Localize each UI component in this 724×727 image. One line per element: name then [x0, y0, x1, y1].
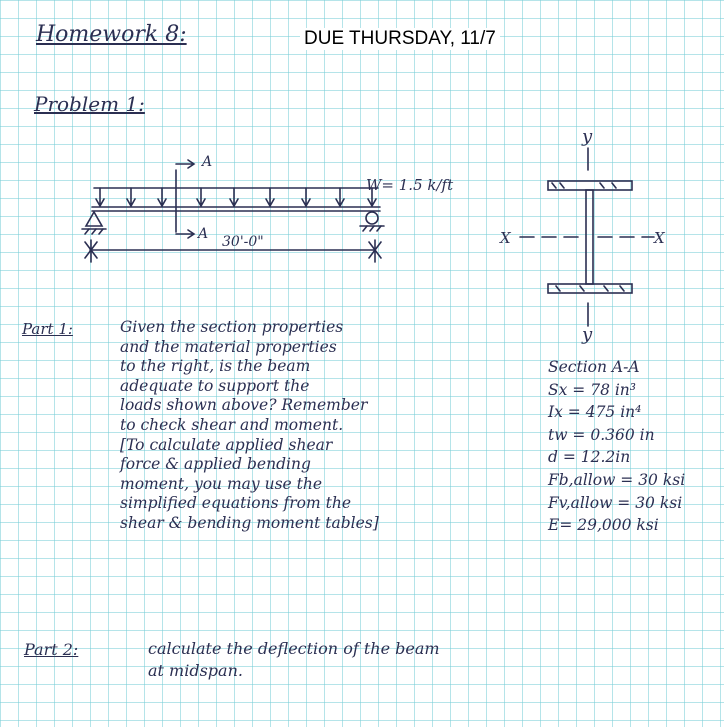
section-title: Section A-A — [548, 358, 640, 376]
part2-line: at midspan. — [148, 661, 243, 680]
axis-y-bottom: y — [582, 324, 593, 345]
roller-support — [360, 212, 384, 231]
part1-line: and the material properties — [120, 337, 337, 356]
beam — [92, 207, 380, 211]
section-cut — [176, 160, 194, 238]
axis-x-left: X — [500, 229, 511, 247]
part2-line: calculate the deflection of the beam — [148, 639, 440, 658]
distributed-load — [94, 188, 378, 206]
section-cut-label-top: A — [202, 154, 213, 170]
property-ix: Ix = 475 in⁴ — [548, 403, 642, 422]
part1-text — [120, 318, 520, 534]
property-fb-allow: Fb,allow = 30 ksi — [548, 470, 686, 489]
i-beam-section — [520, 148, 654, 326]
part1-line: [To calculate applied shear — [120, 435, 333, 454]
span-label: 30'-0" — [222, 234, 264, 250]
property-sx: Sx = 78 in³ — [548, 380, 637, 399]
problem-heading: Problem 1: — [34, 92, 145, 116]
homework-title: Homework 8: — [36, 22, 187, 47]
pin-support — [82, 212, 106, 234]
property-e: E= 29,000 ksi — [548, 516, 659, 535]
axis-x-right: X — [654, 229, 665, 247]
due-date: DUE THURSDAY, 11/7 — [300, 28, 500, 50]
part1-line: Given the section properties — [120, 318, 344, 336]
section-properties — [548, 356, 685, 537]
part1-line: to check shear and moment. — [120, 415, 344, 434]
part1-line: loads shown above? Remember — [120, 396, 368, 415]
part2-text — [148, 638, 440, 682]
axis-y-top: y — [582, 126, 593, 147]
part1-line: shear & bending moment tables] — [120, 513, 379, 532]
section-cut-label-bottom: A — [198, 226, 209, 242]
part2-label: Part 2: — [24, 640, 79, 659]
property-fv-allow: Fv,allow = 30 ksi — [548, 493, 683, 512]
part1-line: moment, you may use the — [120, 474, 323, 493]
load-label: W= 1.5 k/ft — [366, 176, 454, 194]
part1-label: Part 1: — [22, 320, 73, 338]
part1-line: simplified equations from the — [120, 494, 351, 513]
part1-line: adequate to support the — [120, 376, 310, 395]
part1-line: force & applied bending — [120, 455, 311, 474]
part1-line: to the right, is the beam — [120, 357, 311, 376]
property-d: d = 12.2in — [548, 448, 631, 467]
property-tw: tw = 0.360 in — [548, 425, 655, 444]
